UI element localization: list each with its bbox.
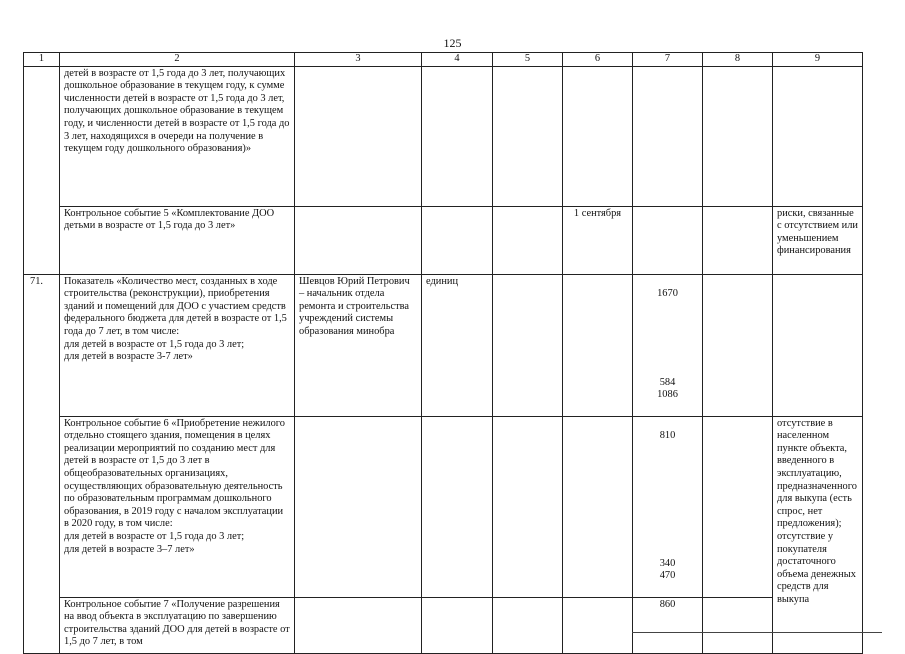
- date-cell: [563, 597, 633, 653]
- footer-rule: [632, 632, 882, 633]
- value-cell: [633, 274, 703, 416]
- unit-cell: [422, 597, 493, 653]
- row-number-cell: [24, 206, 60, 274]
- row-number-cell: 71.: [24, 274, 60, 416]
- control-event-cell: Контрольное событие 7 «Получение разрешения на ввод объекта в эксплуатацию по завершению строительства зданий ДОО для детей в возрасте от 1,5 до 7 лет, в том: [60, 597, 295, 653]
- column-header: 3: [295, 53, 422, 67]
- date-cell: 1 сентября: [563, 206, 633, 274]
- control-event-cell: Контрольное событие 5 «Комплектование ДОО детьми в возрасте от 1,5 года до 3 лет»: [60, 206, 295, 274]
- date-cell: [563, 66, 633, 206]
- unit-cell: [422, 66, 493, 206]
- value-cell: [633, 66, 703, 206]
- table-cell: [703, 274, 773, 416]
- risks-cell: [773, 274, 863, 416]
- page-number: 125: [443, 36, 462, 50]
- column-header: 6: [563, 53, 633, 67]
- value-total: 810: [659, 430, 676, 442]
- column-header: 9: [773, 53, 863, 67]
- risks-cell: риски, связанные с отсутствием или уменьшением финансирования: [773, 206, 863, 274]
- table-cell: [703, 597, 773, 653]
- responsible-cell: [295, 206, 422, 274]
- row-number-cell: [24, 597, 60, 653]
- unit-cell: [422, 206, 493, 274]
- table-row: [24, 66, 863, 206]
- column-header: 7: [633, 53, 703, 67]
- table-row: [24, 274, 863, 416]
- value-breakdown: 584 1086: [657, 376, 678, 401]
- value-breakdown: 340 470: [659, 557, 676, 582]
- table-row: [24, 597, 863, 653]
- program-table: [23, 52, 863, 654]
- column-header: 8: [703, 53, 773, 67]
- table-cell: [493, 416, 563, 597]
- date-cell: [563, 274, 633, 416]
- table-cell: [703, 206, 773, 274]
- responsible-cell: Шевцов Юрий Петрович – начальник отдела ремонта и строительства учреждений системы образования минобра: [295, 274, 422, 416]
- table-cell: [703, 66, 773, 206]
- indicator-description-cell: Показатель «Количество мест, созданных в ходе строительства (реконструкции), приобретения зданий и помещений для ДОО с участием средств федерального бюджета для детей в возрасте от 1,5 года до 7 лет, в том числе: для детей в возрасте от 1,5 года до 3 лет; для детей в возрасте 3-7 лет»: [60, 274, 295, 416]
- value-cell: [633, 416, 703, 597]
- column-header: 5: [493, 53, 563, 67]
- risks-cell: отсутствие в населенном пункте объекта, введенного в эксплуатацию, предназначенного для выкупа (есть спрос, нет предложения); отсутствие у покупателя достаточного объема денежных средств для выкупа: [773, 416, 863, 653]
- table-cell: [493, 597, 563, 653]
- value-cell: 860: [633, 597, 703, 653]
- table-row: [24, 206, 863, 274]
- control-event-cell: Контрольное событие 6 «Приобретение нежилого отдельно стоящего здания, помещения в целях реализации мероприятий по созданию мест для детей в возрасте от 1,5 до 3 лет в общеобразовательных организациях, осуществляющих образовательную деятельность по образовательным программам дошкольного образования, в 2019 году с началом эксплуатации в 2020 году, в том числе: для детей в возрасте от 1,5 года до 3 лет; для детей в возрасте 3–7 лет»: [60, 416, 295, 597]
- column-header: 1: [24, 53, 60, 67]
- responsible-cell: [295, 597, 422, 653]
- row-number-cell: [24, 66, 60, 206]
- column-header: 4: [422, 53, 493, 67]
- table-row: [24, 416, 863, 597]
- responsible-cell: [295, 416, 422, 597]
- value-total: 1670: [657, 288, 678, 300]
- unit-cell: единиц: [422, 274, 493, 416]
- risks-cell: [773, 66, 863, 206]
- table-cell: [493, 206, 563, 274]
- table-cell: [703, 416, 773, 597]
- date-cell: [563, 416, 633, 597]
- responsible-cell: [295, 66, 422, 206]
- value-cell: [633, 206, 703, 274]
- indicator-description-cell: детей в возрасте от 1,5 года до 3 лет, получающих дошкольное образование в текущем году, к сумме численности детей в возрасте от 1,5 года до 3 лет, получающих дошкольное образование в текущем году, и численности детей в возрасте от 1,5 года до 3 лет, находящихся в очереди на получение в текущем году дошкольного образования)»: [60, 66, 295, 206]
- row-number-cell: [24, 416, 60, 597]
- table-cell: [493, 274, 563, 416]
- table-cell: [493, 66, 563, 206]
- unit-cell: [422, 416, 493, 597]
- column-number-header-row: [24, 53, 863, 67]
- column-header: 2: [60, 53, 295, 67]
